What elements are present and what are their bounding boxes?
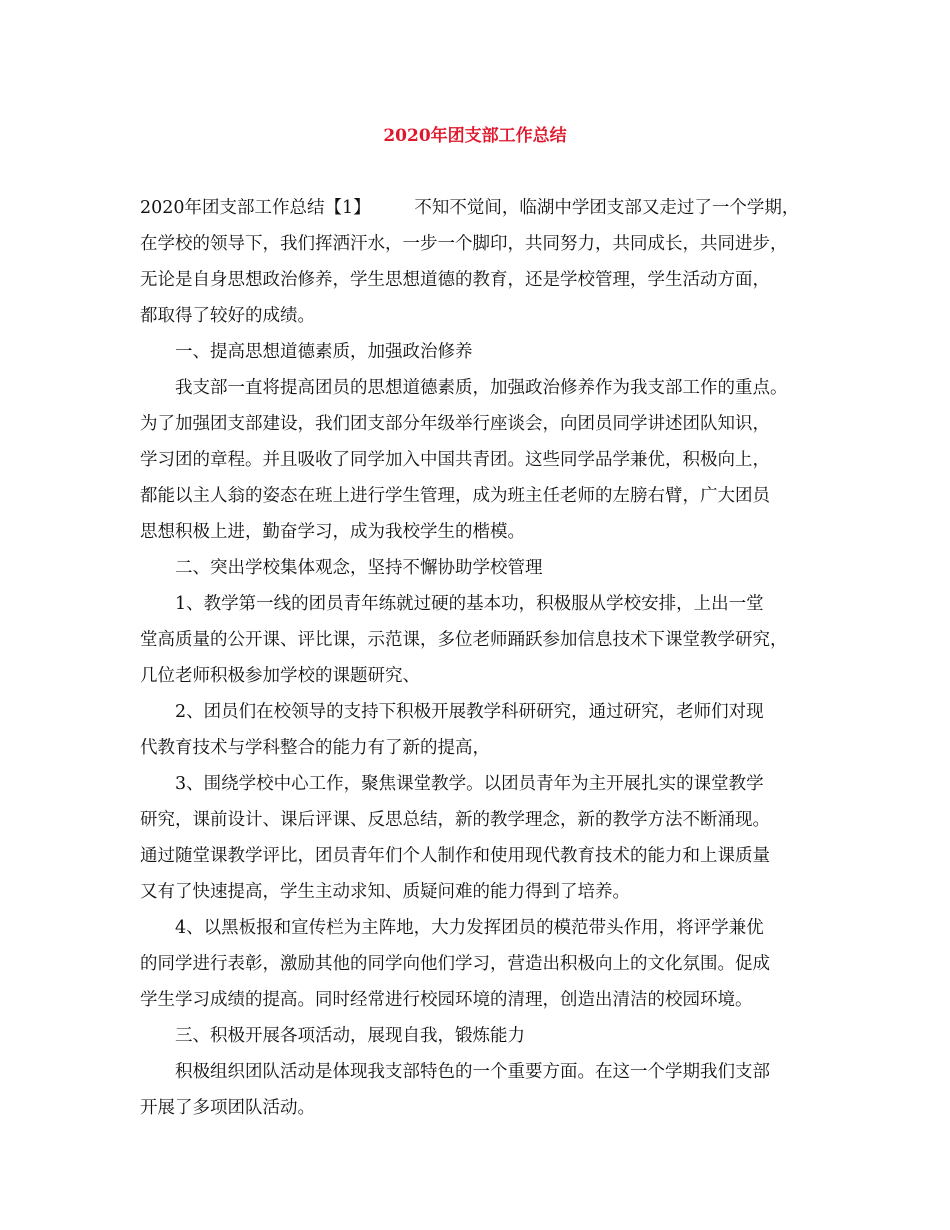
section-heading: 三、积极开展各项活动，展现自我，锻炼能力 xyxy=(140,1026,525,1046)
paragraph-line: 研究，课前设计、课后评课、反思总结，新的教学理念，新的教学方法不断涌现。 xyxy=(140,810,770,830)
paragraph-line: 在学校的领导下，我们挥洒汗水，一步一个脚印，共同努力，共同成长，共同进步， xyxy=(140,234,788,254)
paragraph-line: 又有了快速提高，学生主动求知、质疑问难的能力得到了培养。 xyxy=(140,882,630,902)
paragraph-line: 积极组织团队活动是体现我支部特色的一个重要方面。在这一个学期我们支部 xyxy=(140,1062,770,1082)
paragraph-line: 无论是自身思想政治修养，学生思想道德的教育，还是学校管理，学生活动方面， xyxy=(140,270,770,290)
paragraph-line: 的同学进行表彰，激励其他的同学向他们学习，营造出积极向上的文化氛围。促成 xyxy=(140,954,770,974)
paragraph-line: 代教育技术与学科整合的能力有了新的提高， xyxy=(140,738,490,758)
paragraph-line: 开展了多项团队活动。 xyxy=(140,1098,315,1118)
paragraph-line: 我支部一直将提高团员的思想道德素质，加强政治修养作为我支部工作的重点。 xyxy=(140,378,788,398)
section-heading: 一、提高思想道德素质，加强政治修养 xyxy=(140,342,473,362)
paragraph-line: 3、围绕学校中心工作，聚焦课堂教学。以团员青年为主开展扎实的课堂教学 xyxy=(140,774,764,794)
paragraph-line: 都取得了较好的成绩。 xyxy=(140,306,315,326)
paragraph-line: 通过随堂课教学评比，团员青年们个人制作和使用现代教育技术的能力和上课质量 xyxy=(140,846,770,866)
paragraph-line: 思想积极上进，勤奋学习，成为我校学生的楷模。 xyxy=(140,522,525,542)
paragraph-line: 1、教学第一线的团员青年练就过硬的基本功，积极服从学校安排，上出一堂 xyxy=(140,594,764,614)
document-title: 2020年团支部工作总结 xyxy=(383,126,567,146)
paragraph-line: 堂高质量的公开课、评比课，示范课，多位老师踊跃参加信息技术下课堂教学研究， xyxy=(140,630,788,650)
paragraph-line: 4、以黑板报和宣传栏为主阵地，大力发挥团员的模范带头作用，将评学兼优 xyxy=(140,918,764,938)
paragraph-line: 2、团员们在校领导的支持下积极开展教学科研研究，通过研究，老师们对现 xyxy=(140,702,764,722)
paragraph-line: 学习团的章程。并且吸收了同学加入中国共青团。这些同学品学兼优，积极向上， xyxy=(140,450,770,470)
paragraph-line: 都能以主人翁的姿态在班上进行学生管理，成为班主任老师的左膀右臂，广大团员 xyxy=(140,486,770,506)
section-heading: 二、突出学校集体观念，坚持不懈协助学校管理 xyxy=(140,558,543,578)
paragraph-line: 学生学习成绩的提高。同时经常进行校园环境的清理，创造出清洁的校园环境。 xyxy=(140,990,753,1010)
paragraph-line: 为了加强团支部建设，我们团支部分年级举行座谈会，向团员同学讲述团队知识， xyxy=(140,414,770,434)
paragraph-line: 2020年团支部工作总结【1】 不知不觉间，临湖中学团支部又走过了一个学期， xyxy=(140,198,800,218)
paragraph-line: 几位老师积极参加学校的课题研究、 xyxy=(140,666,420,686)
